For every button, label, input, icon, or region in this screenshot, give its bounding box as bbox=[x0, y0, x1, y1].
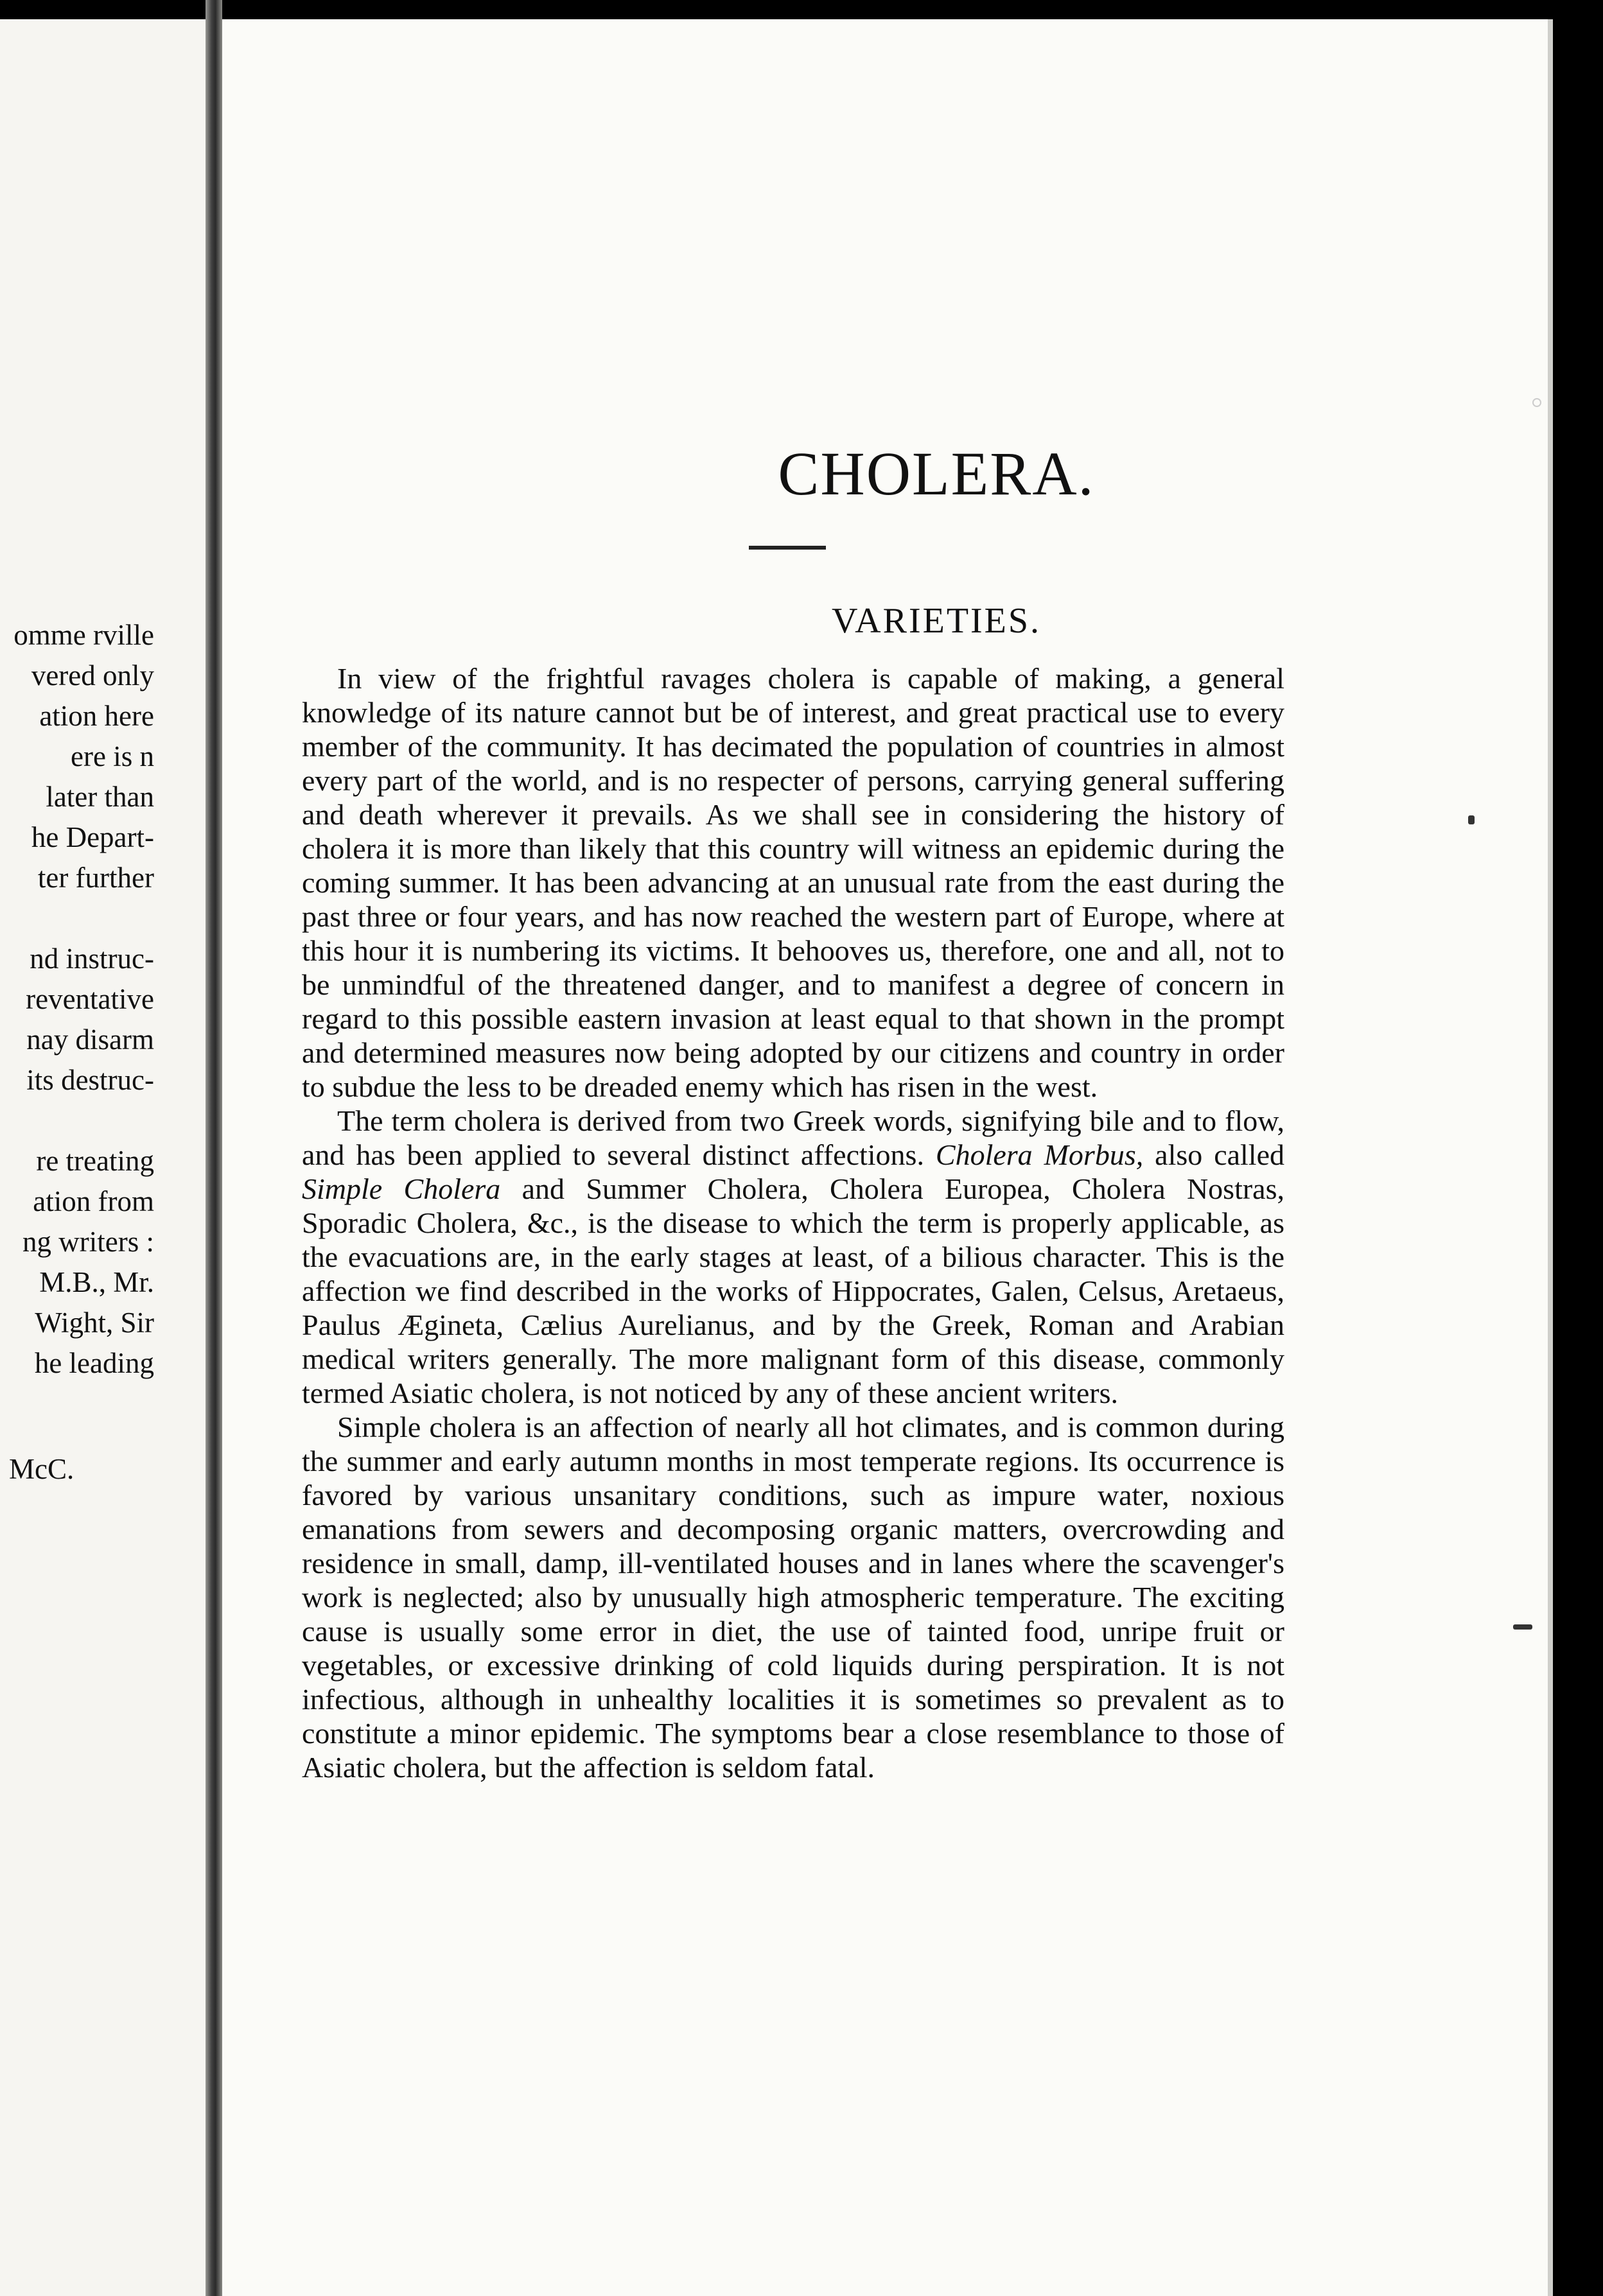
section-heading: VARIETIES. bbox=[831, 601, 1042, 641]
left-line: he leading bbox=[34, 1347, 154, 1379]
left-line: ere is n bbox=[71, 740, 154, 772]
paragraph-etymology bbox=[302, 1104, 1284, 1410]
left-line: nd instruc- bbox=[30, 943, 154, 975]
left-line: ter further bbox=[37, 862, 154, 894]
left-line: ng writers : bbox=[22, 1226, 154, 1258]
previous-page-text bbox=[0, 615, 154, 1384]
italic-term: Simple Cholera bbox=[302, 1172, 501, 1205]
paragraph-text: The term cholera is derived from two Greek words, signifying bile and to flow, and has been applied to several distinct affections. bbox=[302, 1104, 1284, 1171]
left-line: vered only bbox=[31, 659, 154, 691]
left-line: ation here bbox=[39, 700, 154, 732]
left-line: its destruc- bbox=[26, 1064, 154, 1096]
left-line: ation from bbox=[33, 1185, 154, 1217]
left-line: omme rville bbox=[13, 619, 154, 651]
left-line: nay disarm bbox=[26, 1023, 154, 1056]
title-rule bbox=[749, 546, 826, 550]
paragraph-text: also called bbox=[1143, 1138, 1285, 1171]
paragraph-text: and Summer Cholera, Cholera Europea, Cholera Nostras, Sporadic Cholera, &c., is the disease to which the term is properly applicable, as the evacuations are, in the early stages at least, of a bilious character. This is the affection we find described in the works of Hippocrates, Galen, Celsus, Aretaeus, Paulus Ægineta, Cælius Aurelianus, and by the Greek, Roman and Arabian medical writers generally. The more malignant form of this disease, commonly termed Asiatic cholera, is not noticed by any of these ancient writers. bbox=[302, 1172, 1284, 1409]
page-title: CHOLERA. bbox=[778, 439, 1095, 508]
page-edge-mark bbox=[1532, 398, 1541, 407]
left-line: later than bbox=[46, 781, 154, 813]
left-signoff: McC. bbox=[9, 1453, 74, 1485]
left-line: reventative bbox=[26, 983, 154, 1015]
paragraph-intro: In view of the frightful ravages cholera is capable of making, a general knowledge of its nature cannot but be of interest, and great practical use to every member of the community. It has decimated the population of countries in almost every part of the world, and is no respecter of persons, carrying general suffering and death wherever it prevails. As we shall see in considering the history of cholera it is more than likely that this country will witness an epidemic during the coming summer. It has been advancing at an unusual rate from the east during the past three or four years, and has now reached the western part of Europe, where at this hour it is numbering its victims. It behooves us, therefore, one and all, not to be unmindful of the threatened danger, and to manifest a degree of concern in regard to this possible eastern invasion at least equal to that shown in the prompt and determined measures now being adopted by our citizens and country in order to subdue the less to be dreaded enemy which has risen in the west. bbox=[302, 662, 1284, 1103]
main-page bbox=[222, 19, 1553, 2296]
body-text bbox=[302, 661, 1284, 1784]
left-line: he Depart- bbox=[31, 821, 154, 853]
ink-speck bbox=[1513, 1624, 1532, 1630]
book-gutter bbox=[206, 0, 222, 2296]
left-gap bbox=[0, 898, 154, 939]
italic-term: Cholera Morbus, bbox=[935, 1138, 1144, 1171]
paragraph-simple-cholera: Simple cholera is an affection of nearly all hot climates, and is common during the summer and early autumn months in most temperate regions. Its occurrence is favored by various unsanitary conditions, such as impure water, noxious emanations from sewers and decomposing organic matters, overcrowding and residence in small, damp, ill-ventilated houses and in lanes where the scavenger's work is neglected; also by unusually high atmospheric temperature. The exciting cause is usually some error in diet, the use of tainted food, unripe fruit or vegetables, or excessive drinking of cold liquids during perspiration. It is not infectious, although in unhealthy localities it is sometimes so prevalent as to constitute a minor epidemic. The symptoms bear a close resemblance to those of Asiatic cholera, but the affection is seldom fatal. bbox=[302, 1411, 1284, 1784]
left-gap bbox=[0, 1100, 154, 1141]
left-line: M.B., Mr. bbox=[39, 1266, 154, 1298]
left-line: re treating bbox=[36, 1145, 154, 1177]
ink-speck bbox=[1468, 815, 1475, 824]
left-line: Wight, Sir bbox=[35, 1307, 154, 1339]
